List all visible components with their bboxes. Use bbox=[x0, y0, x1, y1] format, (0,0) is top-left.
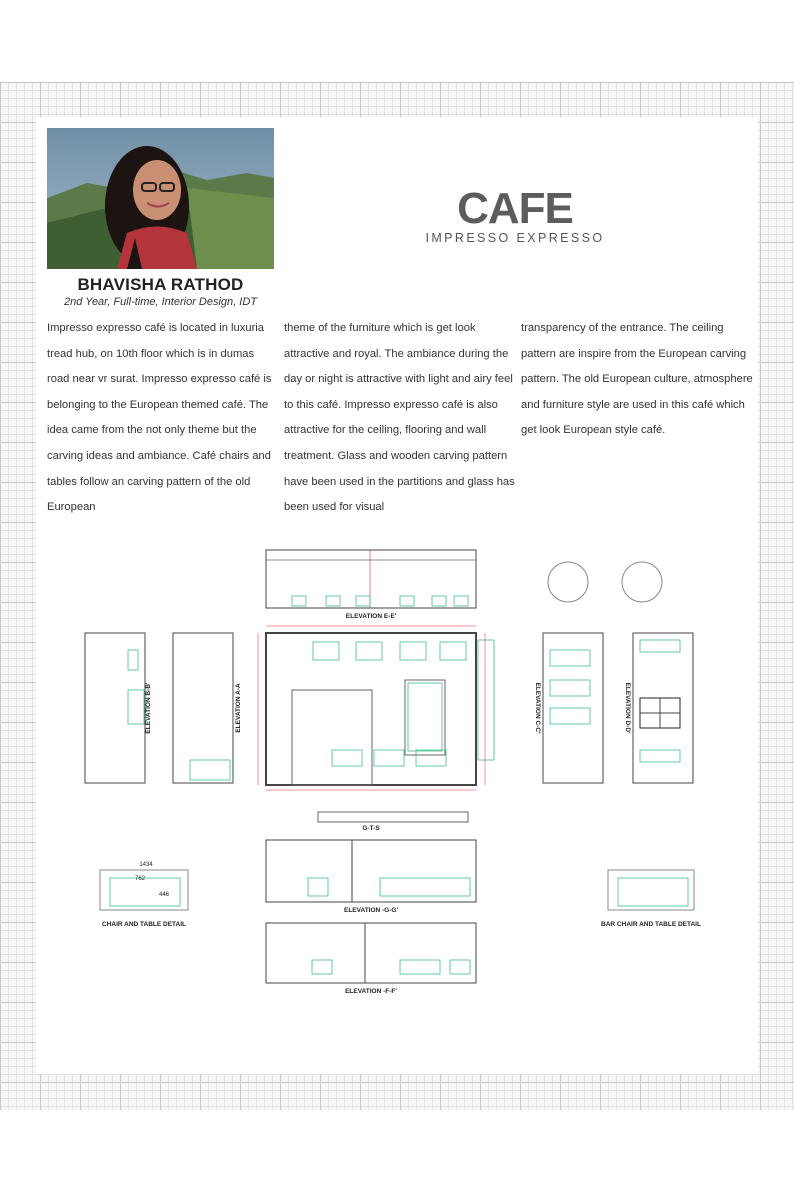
label-bar-detail: BAR CHAIR AND TABLE DETAIL bbox=[601, 921, 701, 928]
project-title: CAFE bbox=[457, 184, 573, 233]
project-tagline: IMPRESSO EXPRESSO bbox=[425, 231, 605, 245]
elevation-gg-frame bbox=[266, 840, 476, 902]
detail-circle-1 bbox=[548, 562, 588, 602]
body-column-3: transparency of the entrance. The ceiling pattern are inspire from the European carving pattern. The old European culture, atmosphere and furniture style are used in this café which get look European style café. bbox=[521, 322, 753, 437]
architectural-drawings bbox=[80, 540, 714, 1000]
elevation-aa-frame bbox=[173, 633, 233, 783]
dimension-446: 446 bbox=[158, 892, 170, 898]
profile-photo bbox=[47, 128, 274, 269]
label-elevation-ff: ELEVATION -F-F' bbox=[345, 988, 397, 995]
label-elevation-gg: ELEVATION -G-G' bbox=[343, 907, 399, 914]
dimension-1434: 1434 bbox=[139, 862, 153, 868]
label-elevation-dd: ELEVATION D-D' bbox=[624, 682, 631, 734]
label-elevation-aa: ELEVATION A-A bbox=[235, 683, 242, 733]
label-elevation-cc: ELEVATION C-C' bbox=[534, 682, 541, 734]
label-gts: G-T-S bbox=[362, 825, 380, 832]
label-elevation-bb: ELEVATION B-B' bbox=[145, 682, 152, 734]
label-chair-detail: CHAIR AND TABLE DETAIL bbox=[101, 921, 187, 928]
elevation-ff-frame bbox=[266, 923, 476, 983]
elevation-dd-frame bbox=[633, 633, 693, 783]
student-subtitle: 2nd Year, Full-time, Interior Design, IDT bbox=[64, 296, 257, 308]
dimension-762: 762 bbox=[134, 876, 146, 882]
student-name: BHAVISHA RATHOD bbox=[77, 275, 244, 294]
detail-circle-2 bbox=[622, 562, 662, 602]
body-column-1: Impresso expresso café is located in luxuria tread hub, on 10th floor which is in dumas road near vr surat. Impresso expresso café is belonging to the European themed café. The idea came from the not only theme but the carving ideas and ambiance. Café chairs and tables follow an carving pattern of the old European bbox=[47, 322, 272, 514]
portrait-image bbox=[47, 128, 274, 269]
elevation-ee-frame bbox=[266, 550, 476, 608]
bar-detail-frame bbox=[608, 870, 694, 910]
label-elevation-ee: ELEVATION E-E' bbox=[345, 613, 397, 620]
elevation-bb-frame bbox=[85, 633, 145, 783]
body-column-2: theme of the furniture which is get look attractive and royal. The ambiance during the day or night is attractive with light and airy feel to this café. Impresso expresso café is also attractive for the ceiling, flooring and wall treatment. Glass and wooden carving pattern have been used in the partitions and glass has been used for visual bbox=[284, 322, 515, 514]
